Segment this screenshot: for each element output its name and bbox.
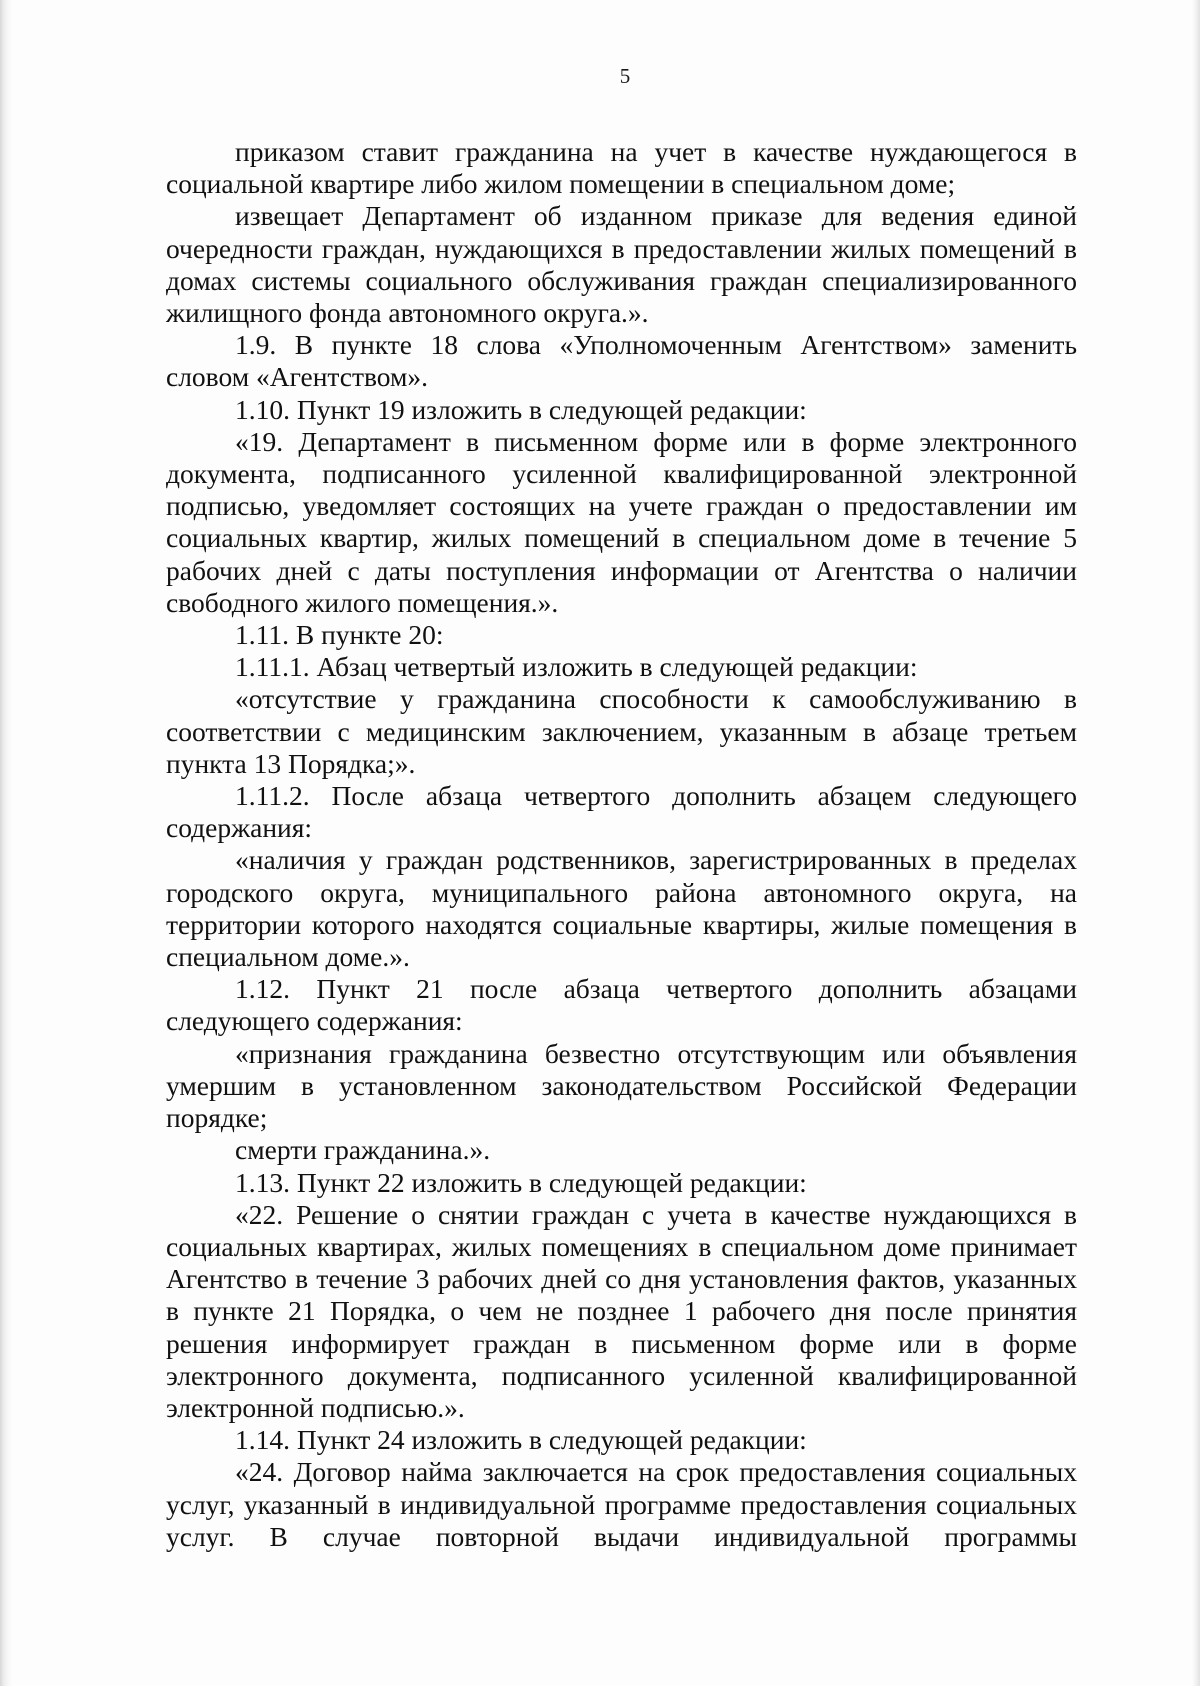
paragraph: «признания гражданина безвестно отсутствующим или объявления умершим в установленном законодательством Российской Федерации порядке;	[166, 1037, 1077, 1134]
paragraph: «24. Договор найма заключается на срок предоставления социальных услуг, указанный в индивидуальной программе предоставления социальных услуг. В случае повторной выдачи индивидуальной программы	[166, 1456, 1077, 1552]
paragraph: приказом ставит гражданина на учет в качестве нуждающегося в социальной квартире либо жилом помещении в специальном доме;	[166, 136, 1077, 200]
paragraph: 1.11.1. Абзац четвертый изложить в следующей редакции:	[235, 651, 918, 683]
paragraph: «19. Департамент в письменном форме или в форме электронного документа, подписанного усиленной квалифицированной электронной подписью, уведомляет состоящих на учете граждан о предоставлении им социальных квартир, жилых помещений в специальном доме в течение 5 рабочих дней с даты поступления информации от Агентства о наличии свободного жилого помещения.».	[166, 425, 1077, 618]
paragraph: 1.13. Пункт 22 изложить в следующей редакции:	[235, 1166, 807, 1198]
page-number: 5	[619, 64, 631, 88]
paragraph: извещает Департамент об изданном приказе для ведения единой очередности граждан, нуждающихся в предоставлении жилых помещений в домах системы социального обслуживания граждан специализированного жилищного фонда автономного округа.».	[166, 200, 1077, 329]
paragraph: «22. Решение о снятии граждан с учета в качестве нуждающихся в социальных квартирах, жилых помещениях в специальном доме принимает Агентство в течение 3 рабочих дней со дня установления фактов, указанных в пункте 21 Порядка, о чем не позднее 1 рабочего дня после принятия решения информирует граждан в письменном форме или в форме электронного документа, подписанного усиленной квалифицированной электронной подписью.».	[166, 1198, 1077, 1423]
paragraph: смерти гражданина.».	[235, 1134, 491, 1166]
paragraph: 1.9. В пункте 18 слова «Уполномоченным Агентством» заменить словом «Агентством».	[166, 329, 1077, 393]
paragraph: «наличия у граждан родственников, зарегистрированных в пределах городского округа, муниципального района автономного округа, на территории которого находятся социальные квартиры, жилые помещения в специальном доме.».	[166, 844, 1077, 973]
paragraph: «отсутствие у гражданина способности к самообслуживанию в соответствии с медицинским заключением, указанным в абзаце третьем пункта 13 Порядка;».	[166, 683, 1077, 779]
document-body	[166, 136, 1077, 1553]
paragraph: 1.14. Пункт 24 изложить в следующей редакции:	[235, 1424, 807, 1456]
paragraph: 1.11. В пункте 20:	[235, 619, 444, 651]
scan-edge-right	[1192, 0, 1200, 1686]
scan-edge-left	[0, 0, 12, 1686]
paragraph: 1.10. Пункт 19 изложить в следующей редакции:	[235, 393, 807, 425]
paragraph: 1.12. Пункт 21 после абзаца четвертого дополнить абзацами следующего содержания:	[166, 973, 1077, 1037]
paragraph: 1.11.2. После абзаца четвертого дополнить абзацем следующего содержания:	[166, 780, 1077, 844]
